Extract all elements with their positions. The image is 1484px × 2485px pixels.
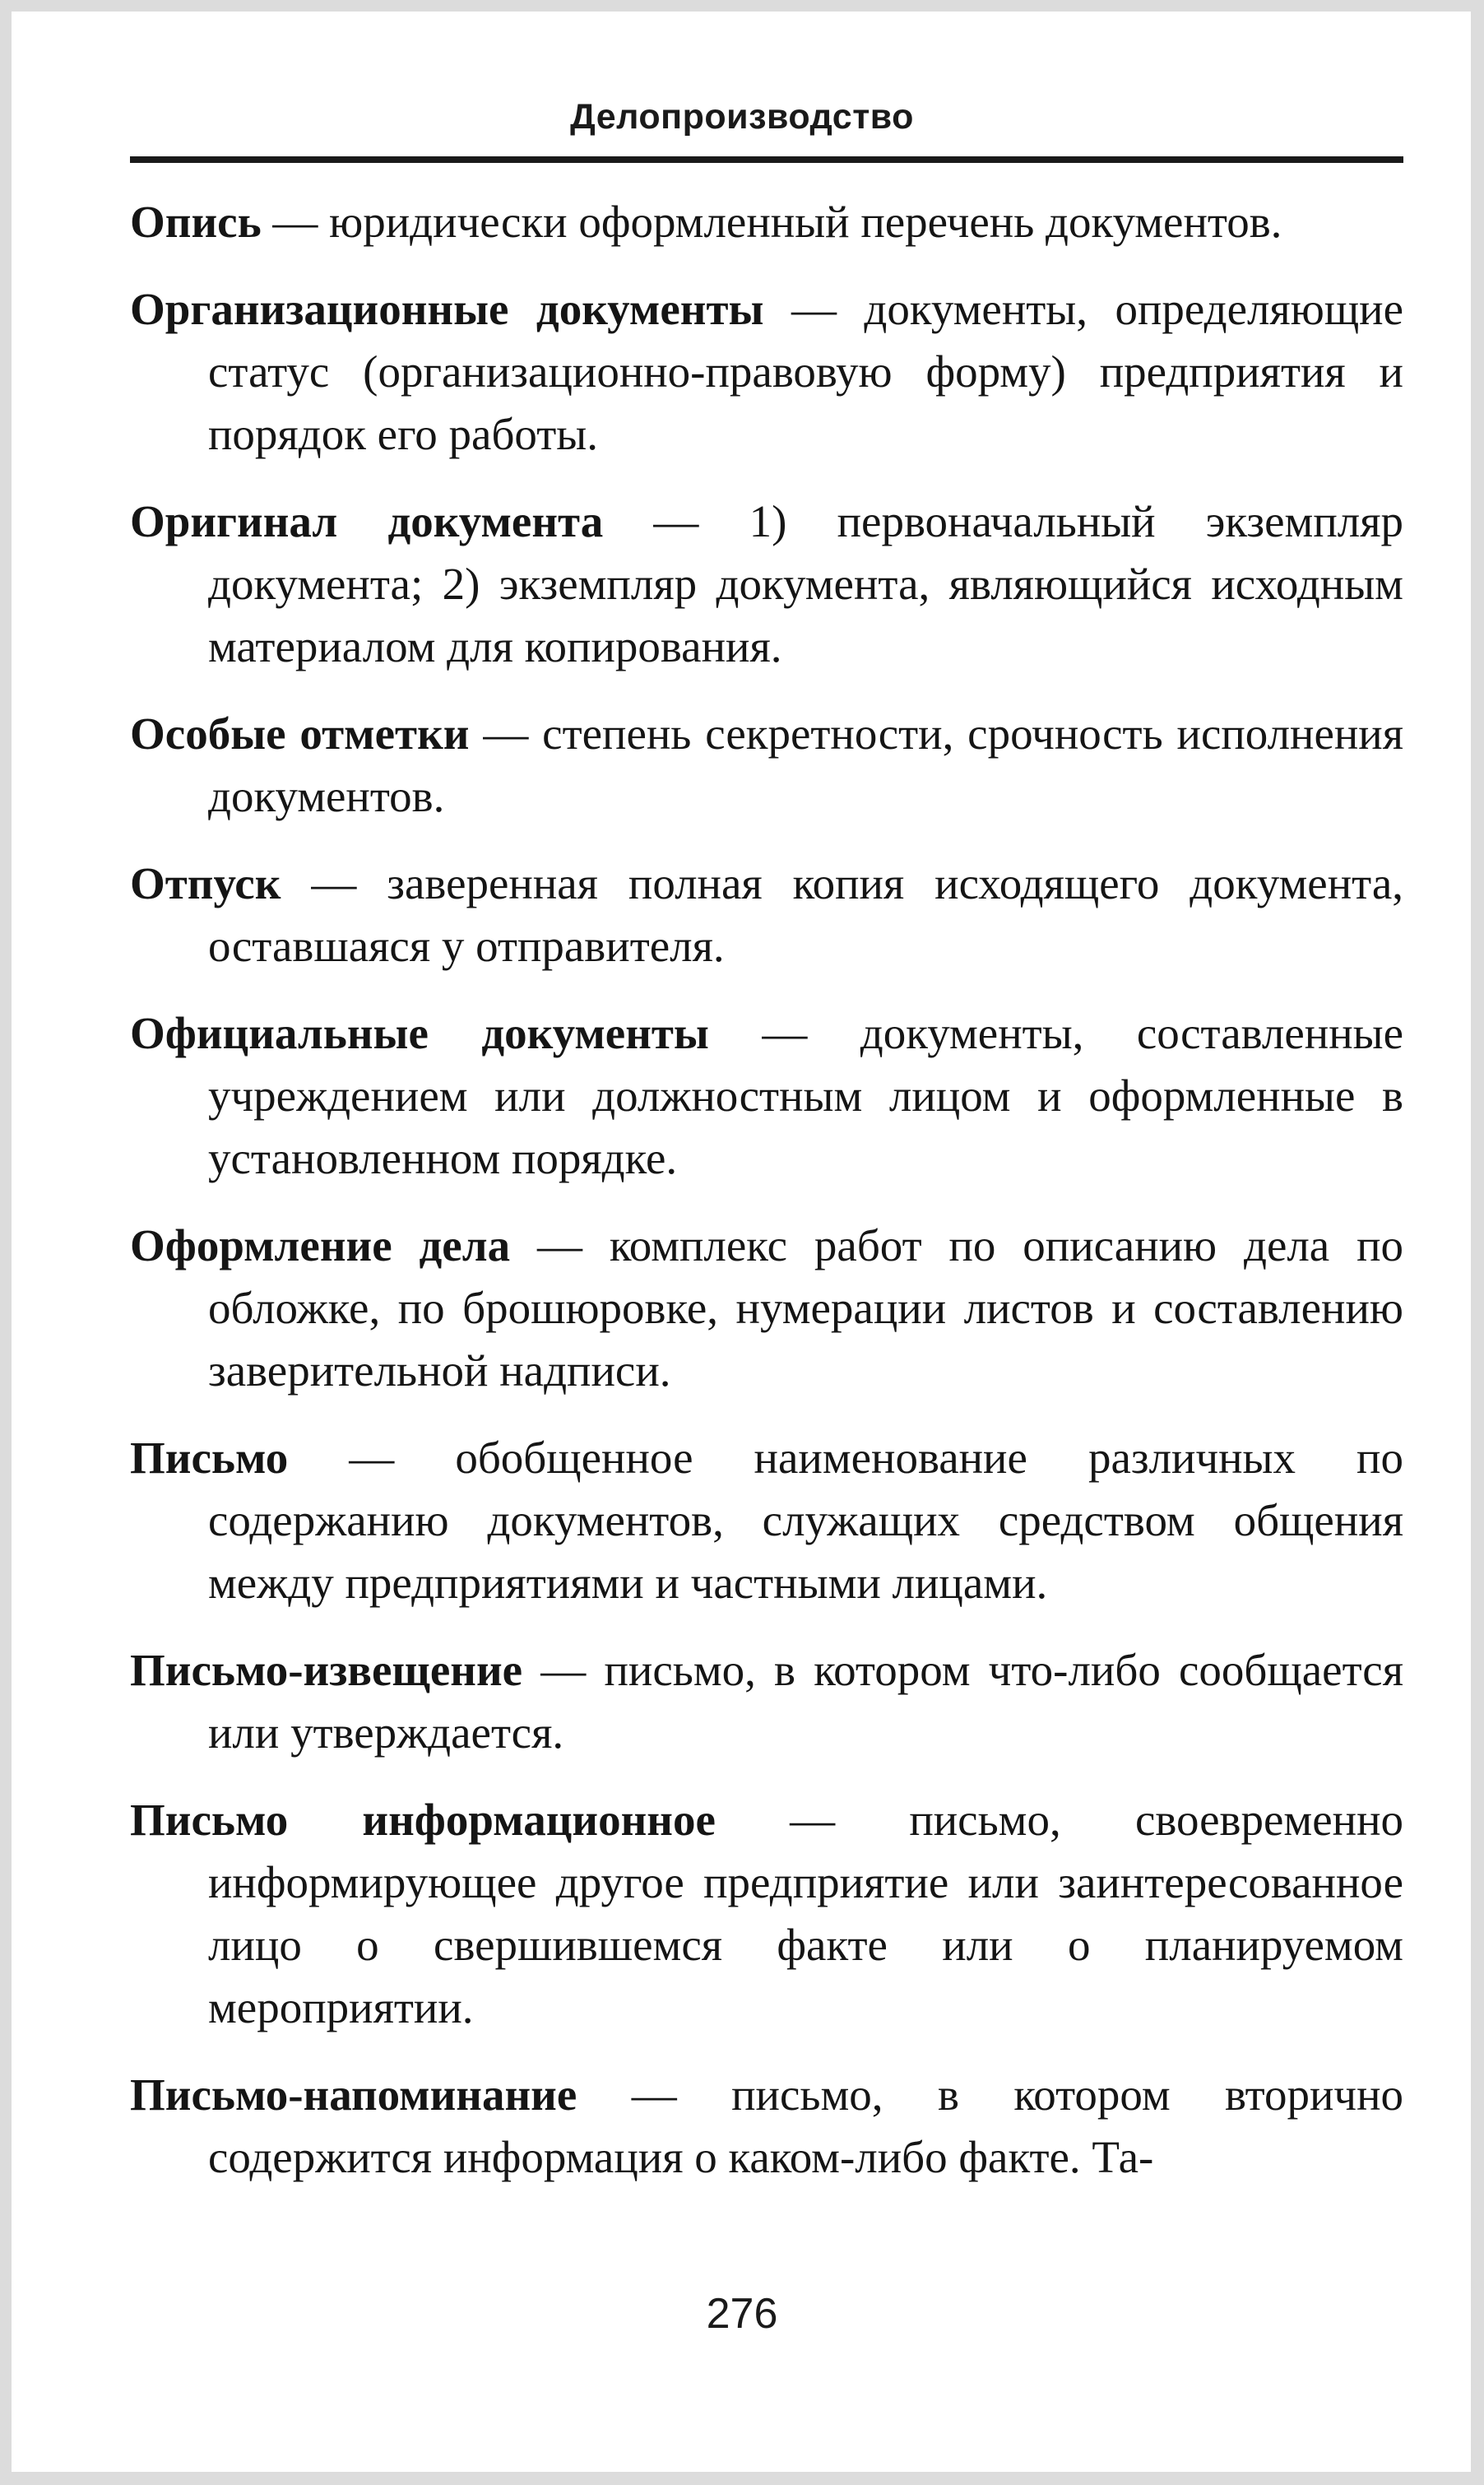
entry-term: Оформление дела: [130, 1220, 511, 1270]
glossary-entry: [130, 490, 1403, 678]
header-rule: [130, 156, 1403, 163]
entry-definition: — письмо, в котором вторично содержится информация о каком-либо факте. Та-: [208, 2069, 1403, 2182]
glossary-entry: [130, 1215, 1403, 1402]
entry-term: Письмо-напоминание: [130, 2069, 577, 2120]
glossary-entry: [130, 2064, 1403, 2189]
entry-term: Официальные документы: [130, 1008, 709, 1058]
entry-definition: — письмо, своевременно информирующее другое предприятие или заинтересованное лицо о свершившемся факте или о планируемом мероприятии.: [208, 1795, 1403, 2032]
glossary-entry: [130, 1639, 1403, 1764]
glossary-body: [130, 191, 1403, 2213]
entry-term: Опись: [130, 197, 262, 247]
entry-term: Письмо информационное: [130, 1795, 716, 1845]
entry-definition: — обобщенное наименование различных по содержанию документов, служащих средством общения между предприятиями и частными лицами.: [208, 1433, 1403, 1608]
glossary-entry: [130, 191, 1403, 253]
glossary-entry: [130, 703, 1403, 828]
entry-term: Оригинал документа: [130, 496, 604, 546]
entry-definition: — юридически оформленный перечень документов.: [272, 197, 1282, 247]
running-head: Делопроизводство: [570, 97, 914, 137]
entry-term: Особые отметки: [130, 708, 470, 759]
glossary-entry: [130, 1789, 1403, 2039]
entry-term: Отпуск: [130, 858, 281, 908]
entry-definition: — степень секретности, срочность исполнения документов.: [208, 708, 1404, 821]
glossary-entry: [130, 1427, 1403, 1614]
glossary-entry: [130, 278, 1403, 466]
entry-definition: — комплекс работ по описанию дела по обложке, по брошюровке, нумерации листов и составлению заверительной надписи.: [208, 1220, 1404, 1396]
page-number: 276: [706, 2290, 778, 2338]
entry-definition: — заверенная полная копия исходящего документа, оставшаяся у отправителя.: [208, 858, 1403, 971]
entry-term: Организационные документы: [130, 284, 764, 334]
entry-definition: — документы, составленные учреждением или должностным лицом и оформленные в установленном порядке.: [208, 1008, 1404, 1183]
entry-definition: — письмо, в котором что-либо сообщается или утверждается.: [208, 1645, 1404, 1758]
entry-term: Письмо: [130, 1433, 289, 1483]
entry-term: Письмо-извещение: [130, 1645, 523, 1695]
entry-definition: — документы, определяющие статус (организационно-правовую форму) предприятия и порядок его работы.: [208, 284, 1404, 459]
glossary-entry: [130, 852, 1403, 978]
entry-definition: — 1) первоначальный экземпляр документа; 2) экземпляр документа, являющийся исходным материалом для копирования.: [208, 496, 1404, 671]
glossary-entry: [130, 1002, 1403, 1190]
